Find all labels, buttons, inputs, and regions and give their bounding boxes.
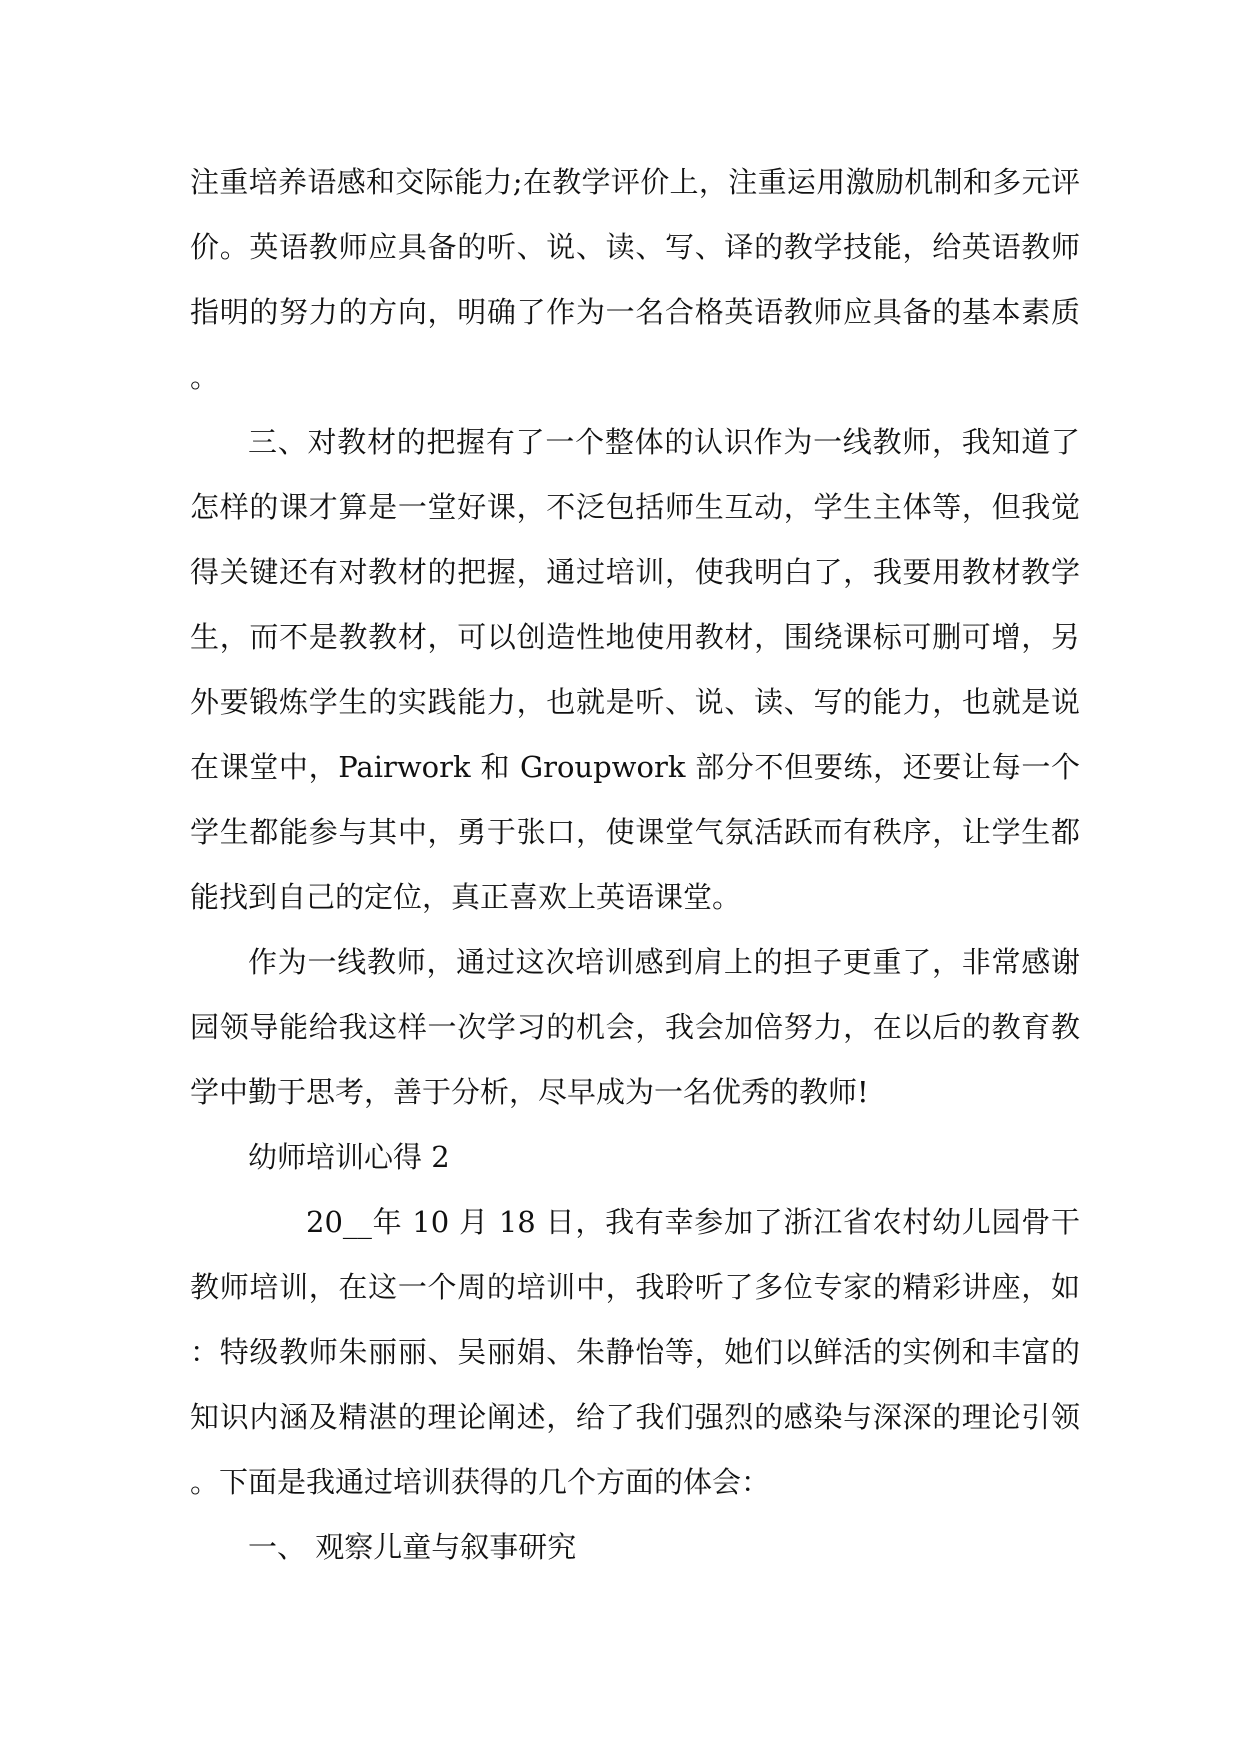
paragraph-training-intro: 20__年 10 月 18 日，我有幸参加了浙江省农村幼儿园骨干教师培训，在这一个周的培训中，我聆听了多位专家的精彩讲座，如：特级教师朱丽丽、吴丽娟、朱静怡等，她们以鲜活的实例和丰富的知识内涵及精湛的理论阐述，给了我们强烈的感染与深深的理论引领。下面是我通过培训获得的几个方面的体会： xyxy=(190,1205,1080,1499)
subsection-heading-observation: 一、 观察儿童与叙事研究 xyxy=(248,1530,577,1564)
paragraph-conclusion: 作为一线教师，通过这次培训感到肩上的担子更重了，非常感谢园领导能给我这样一次学习的机会，我会加倍努力，在以后的教育教学中勤于思考，善于分析，尽早成为一名优秀的教师! xyxy=(190,945,1080,1109)
section-heading-training-2: 幼师培训心得 2 xyxy=(248,1140,450,1174)
document-body xyxy=(190,150,1080,1580)
paragraph-textbook-mastery: 三、对教材的把握有了一个整体的认识作为一线教师，我知道了怎样的课才算是一堂好课，不泛包括师生互动，学生主体等，但我觉得关键还有对教材的把握，通过培训，使我明白了，我要用教材教学生，而不是教教材，可以创造性地使用教材，围绕课标可删可增，另外要锻炼学生的实践能力，也就是听、说、读、写的能力，也就是说在课堂中，Pairwork 和 Groupwork 部分不但要练，还要让每一个学生都能参与其中，勇于张口，使课堂气氛活跃而有秩序，让学生都能找到自己的定位，真正喜欢上英语课堂。 xyxy=(190,425,1080,914)
paragraph-continuation: 注重培养语感和交际能力;在教学评价上，注重运用激励机制和多元评价。英语教师应具备的听、说、读、写、译的教学技能，给英语教师指明的努力的方向，明确了作为一名合格英语教师应具备的基本素质。 xyxy=(190,165,1080,394)
